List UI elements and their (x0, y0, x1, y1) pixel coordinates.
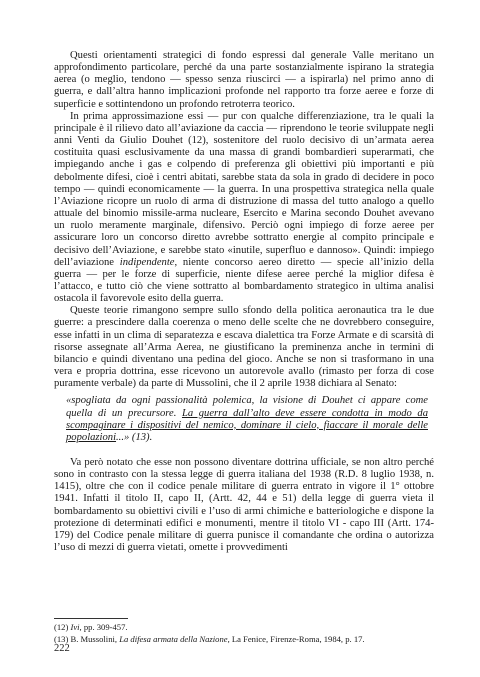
paragraph-2: In prima approssimazione essi — pur con qualche differenziazione, tra le quali la principale è il rilievo dato all’aviazione da caccia — riprendono le teorie sviluppate negli anni Venti da Giulio Douhet (12), sostenitore del ruolo decisivo di un’armata aerea costituita quasi esclusivamente da una massa di grandi bombardieri superarmati, che impiegando anche i gas e colpendo di preferenza gli obiettivi più importanti e più debolmente difesi, cioè i centri abitati, sarebbe stata da sola in grado di decidere in poco tempo — quindi economicamente — la guerra. In una prospettiva strategica nella quale l’Aviazione ricopre un ruolo di arma di distruzione di massa del tutto analogo a quello attuale del binomio missile-arma nucleare, Esercito e Marina secondo Douhet avevano un ruolo meramente marginale, difensivo. Perciò ogni impiego di forze aeree per assicurare loro un concorso diretto avrebbe sottratto energie al compito principale e decisivo dell’Aviazione, e sarebbe stato «inutile, superfluo e dannoso». Quindi: impiego dell’aviazione indipendente, niente concorso aereo diretto — specie all’inizio della guerra — per le forze di superficie, niente difese aeree perché la miglior difesa è l’attacco, e tutto ciò che viene sottratto al bombardamento strategico in ultima analisi ostacola il favorevole esito della guerra. (54, 110, 434, 305)
footnote-13: (13) B. Mussolini, La difesa armata della Nazione, La Fenice, Firenze-Roma, 1984, p. 17. (54, 633, 365, 644)
footnote-divider (54, 618, 128, 619)
mussolini-quote: «spogliata da ogni passionalità polemica, la visione di Douhet ci appare come quella di un precursore. La guerra dall’alto deve essere condotta in modo da scompaginare i dispositivi del nemico, dominare il cielo, fiaccare il morale delle popolazioni...» (13). (66, 395, 428, 443)
footnotes (54, 622, 434, 645)
footnote-12: (12) Ivi, pp. 309-457. (54, 622, 128, 632)
paragraph-4: Va però notato che esse non possono diventare dottrina ufficiale, se non altro perché sono in contrasto con la stessa legge di guerra italiana del 1938 (R.D. 8 luglio 1938, n. 1415), oltre che con il codice penale militare di guerra entrato in vigore il 1° ottobre 1941. Infatti il titolo II, capo II, (Artt. 42, 44 e 51) della legge di guerra vieta il bombardamento su obiettivi civili e l’uso di armi chimiche e batteriologiche e dispone la protezione di determinati edifici e monumenti, mentre il titolo VI - capo III (Artt. 174-179) del Codice penale militare di guerra punisce il comandante che ordina o autorizza l’uso di mezzi di guerra vietati, omette i provvedimenti (54, 457, 434, 554)
body-text (54, 50, 434, 554)
paragraph-3: Queste teorie rimangono sempre sullo sfondo della politica aeronautica tra le due guerre: a prescindere dalla coerenza o meno delle scelte che ne dovrebbero conseguire, esse infatti in un clima di separatezza e escava dialettica tra Forze Armate e di scarsità di risorse assegnate all’Arma Aerea, ne giustificano la preminenza anche in termini di bilancio e quindi diventano una pedina del gioco. Anche se non si trasformano in una vera e propria dottrina, esse ricevono un autorevole avallo (rimasto per forza di cose puramente verbale) da parte di Mussolini, che il 2 aprile 1938 dichiara al Senato: (54, 305, 434, 390)
paragraph-1: Questi orientamenti strategici di fondo espressi dal generale Valle meritano un approfondimento particolare, perché da una parte sostanzialmente ispirano la strategia aerea (o meglio, tendono — spesso senza riuscirci — a ispirarla) nel primo anno di guerra, e dall’altra hanno implicazioni profonde nel rapporto tra forze aeree e forze di superficie e sottintendono un profondo retroterra teorico. (54, 50, 434, 110)
page-number: 222 (54, 643, 70, 654)
